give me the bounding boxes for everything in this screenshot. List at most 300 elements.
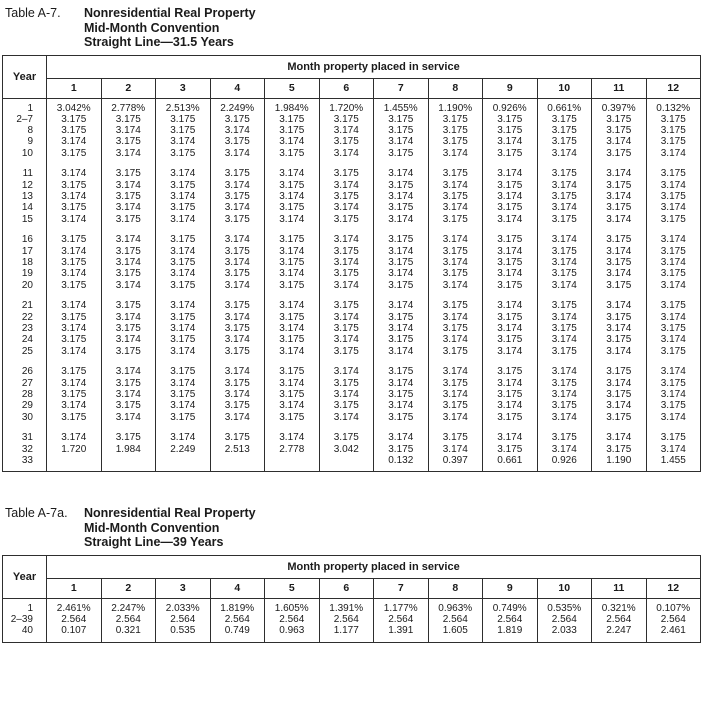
rate-cell: 3.175	[483, 234, 538, 245]
rate-cell: 2.564	[483, 614, 538, 625]
year-column-header: Year	[3, 555, 47, 598]
rate-cell: 3.174	[592, 300, 647, 311]
rate-cell: 1.455%	[374, 98, 429, 114]
rate-cell: 1.190	[592, 455, 647, 472]
year-cell: 8	[3, 125, 47, 136]
rate-cell: 3.175	[156, 334, 211, 345]
rate-cell: 3.175	[592, 444, 647, 455]
spacer-cell	[47, 423, 102, 433]
table-row	[3, 191, 701, 202]
table-row	[3, 412, 701, 423]
rate-cell: 3.175	[592, 148, 647, 159]
rate-cell: 3.174	[265, 346, 320, 357]
rate-cell: 3.175	[483, 389, 538, 400]
year-cell: 18	[3, 257, 47, 268]
rate-cell: 3.174	[537, 366, 592, 377]
month-number-header: 6	[319, 78, 374, 98]
year-cell: 13	[3, 191, 47, 202]
rate-cell: 3.174	[537, 148, 592, 159]
rate-cell: 3.174	[47, 378, 102, 389]
spacer-cell	[537, 159, 592, 169]
table-row	[3, 257, 701, 268]
rate-cell: 2.249	[156, 444, 211, 455]
rate-cell: 3.175	[646, 125, 701, 136]
rate-cell: 3.174	[483, 214, 538, 225]
rate-cell: 3.175	[374, 444, 429, 455]
table-a7a-title-line-1: Nonresidential Real Property	[84, 506, 256, 521]
year-cell: 9	[3, 136, 47, 147]
rate-cell: 3.174	[483, 136, 538, 147]
rate-cell: 2.564	[47, 614, 102, 625]
rate-cell: 3.175	[101, 323, 156, 334]
rate-cell: 3.174	[101, 257, 156, 268]
rate-cell: 3.174	[319, 125, 374, 136]
spacer-cell	[3, 291, 47, 301]
rate-cell: 0.926%	[483, 98, 538, 114]
rate-cell: 3.175	[537, 300, 592, 311]
rate-cell: 3.174	[156, 214, 211, 225]
rate-cell: 3.175	[265, 412, 320, 423]
rate-cell: 3.174	[265, 168, 320, 179]
rate-cell	[319, 455, 374, 472]
rate-cell: 3.175	[592, 334, 647, 345]
spacer-cell	[374, 225, 429, 235]
rate-cell: 3.175	[537, 114, 592, 125]
spacer-cell	[210, 357, 265, 367]
spacer-cell	[265, 423, 320, 433]
table-row	[3, 234, 701, 245]
rate-cell: 3.175	[646, 214, 701, 225]
rate-cell: 3.175	[483, 366, 538, 377]
rate-cell: 3.174	[374, 246, 429, 257]
rate-cell: 3.174	[319, 412, 374, 423]
group-spacer-row	[3, 159, 701, 169]
rate-cell: 3.175	[319, 378, 374, 389]
rate-cell: 3.175	[47, 280, 102, 291]
spacer-cell	[3, 159, 47, 169]
rate-cell: 3.174	[319, 366, 374, 377]
rate-cell: 3.174	[374, 300, 429, 311]
rate-cell: 3.174	[592, 168, 647, 179]
rate-cell: 3.174	[47, 346, 102, 357]
rate-cell: 2.564	[428, 614, 483, 625]
table-row	[3, 148, 701, 159]
rate-cell: 3.175	[210, 191, 265, 202]
rate-cell: 3.174	[428, 444, 483, 455]
rate-cell: 3.175	[428, 346, 483, 357]
rate-cell: 3.175	[537, 191, 592, 202]
year-cell: 21	[3, 300, 47, 311]
rate-cell: 3.174	[483, 246, 538, 257]
spacer-cell	[319, 291, 374, 301]
year-cell: 2–7	[3, 114, 47, 125]
spacer-cell	[592, 423, 647, 433]
rate-cell: 3.175	[592, 312, 647, 323]
rate-cell: 3.175	[428, 378, 483, 389]
rate-cell: 3.175	[374, 114, 429, 125]
rate-cell: 3.175	[646, 268, 701, 279]
table-a7-title-line-2: Mid-Month Convention	[84, 20, 220, 35]
rate-cell: 3.174	[156, 268, 211, 279]
rate-cell: 2.564	[537, 614, 592, 625]
rate-cell: 3.175	[592, 280, 647, 291]
rate-cell: 3.175	[483, 114, 538, 125]
rate-cell: 1.177%	[374, 598, 429, 614]
table-row	[3, 625, 701, 642]
spacer-cell	[156, 225, 211, 235]
rate-cell: 3.174	[592, 400, 647, 411]
month-number-header: 10	[537, 78, 592, 98]
spacer-cell	[646, 357, 701, 367]
table-row	[3, 346, 701, 357]
rate-cell: 3.174	[428, 312, 483, 323]
rate-cell: 1.819%	[210, 598, 265, 614]
rate-cell: 3.174	[646, 389, 701, 400]
month-number-header: 5	[265, 578, 320, 598]
rate-cell: 0.132%	[646, 98, 701, 114]
rate-cell: 3.175	[156, 114, 211, 125]
rate-cell: 3.174	[319, 148, 374, 159]
rate-cell: 3.175	[319, 268, 374, 279]
spacer-cell	[483, 291, 538, 301]
month-number-header: 1	[47, 578, 102, 598]
spacer-cell	[47, 291, 102, 301]
rate-cell: 3.174	[483, 300, 538, 311]
rate-cell: 3.174	[156, 346, 211, 357]
rate-cell: 3.174	[156, 378, 211, 389]
spacer-cell	[537, 225, 592, 235]
rate-cell: 3.174	[483, 168, 538, 179]
spacer-cell	[428, 423, 483, 433]
rate-cell: 3.175	[537, 136, 592, 147]
rate-cell: 3.175	[210, 378, 265, 389]
spacer-cell	[210, 159, 265, 169]
rate-cell: 3.174	[483, 268, 538, 279]
rate-cell: 3.174	[374, 323, 429, 334]
rate-cell: 3.174	[210, 334, 265, 345]
rate-cell: 3.175	[483, 257, 538, 268]
rate-cell: 3.175	[101, 432, 156, 443]
rate-cell: 3.175	[646, 300, 701, 311]
spacer-cell	[47, 225, 102, 235]
rate-cell: 3.174	[156, 191, 211, 202]
rate-cell: 3.175	[537, 268, 592, 279]
rate-cell: 3.174	[265, 432, 320, 443]
rate-cell: 3.174	[319, 257, 374, 268]
rate-cell: 0.321	[101, 625, 156, 642]
rate-cell: 3.175	[537, 323, 592, 334]
rate-cell: 3.174	[319, 180, 374, 191]
rate-cell: 1.819	[483, 625, 538, 642]
rate-cell: 3.175	[101, 114, 156, 125]
spacer-cell	[592, 357, 647, 367]
rate-cell: 3.174	[374, 214, 429, 225]
spacer-cell	[265, 291, 320, 301]
rate-cell: 3.174	[47, 268, 102, 279]
rate-cell	[101, 455, 156, 472]
rate-cell: 3.174	[265, 214, 320, 225]
spacer-cell	[265, 159, 320, 169]
month-number-header: 4	[210, 78, 265, 98]
table-row	[3, 334, 701, 345]
rate-cell: 2.564	[592, 614, 647, 625]
rate-cell: 1.190%	[428, 98, 483, 114]
table-a7a-title-lines	[84, 506, 256, 550]
spacer-cell	[101, 423, 156, 433]
rate-cell: 3.174	[483, 191, 538, 202]
rate-cell: 3.174	[47, 191, 102, 202]
rate-cell: 3.175	[101, 268, 156, 279]
rate-cell: 3.175	[265, 334, 320, 345]
rate-cell: 2.564	[646, 614, 701, 625]
rate-cell: 3.175	[428, 191, 483, 202]
rate-cell: 1.720	[47, 444, 102, 455]
spacer-cell	[319, 225, 374, 235]
rate-cell: 3.175	[101, 214, 156, 225]
month-number-header: 5	[265, 78, 320, 98]
rate-cell: 3.174	[646, 444, 701, 455]
table-row	[3, 214, 701, 225]
rate-cell: 3.175	[646, 114, 701, 125]
rate-cell: 3.175	[47, 180, 102, 191]
rate-cell: 3.175	[319, 214, 374, 225]
rate-cell: 3.175	[47, 312, 102, 323]
spacer-cell	[374, 357, 429, 367]
rate-cell: 3.175	[374, 125, 429, 136]
rate-cell: 3.175	[537, 400, 592, 411]
rate-cell: 1.177	[319, 625, 374, 642]
rate-cell: 3.174	[428, 366, 483, 377]
rate-cell: 2.033	[537, 625, 592, 642]
rate-cell: 3.175	[428, 125, 483, 136]
spacer-cell	[483, 357, 538, 367]
rate-cell: 3.175	[428, 323, 483, 334]
table-row	[3, 389, 701, 400]
rate-cell: 3.174	[319, 234, 374, 245]
rate-cell: 3.174	[374, 191, 429, 202]
month-number-header: 8	[428, 578, 483, 598]
rate-cell: 3.175	[265, 148, 320, 159]
rate-cell: 3.174	[101, 148, 156, 159]
rate-cell: 3.174	[483, 378, 538, 389]
rate-cell: 3.175	[47, 257, 102, 268]
rate-cell: 3.174	[592, 432, 647, 443]
rate-cell: 3.174	[101, 180, 156, 191]
month-number-header: 12	[646, 578, 701, 598]
rate-cell: 3.174	[428, 334, 483, 345]
spacer-cell	[428, 357, 483, 367]
rate-cell: 3.174	[265, 268, 320, 279]
rate-cell: 3.175	[592, 389, 647, 400]
rate-cell: 3.174	[319, 334, 374, 345]
spacer-cell	[428, 225, 483, 235]
rate-cell: 3.175	[646, 136, 701, 147]
rate-cell: 3.174	[265, 191, 320, 202]
group-spacer-row	[3, 423, 701, 433]
rate-cell: 3.174	[646, 148, 701, 159]
table-row	[3, 280, 701, 291]
rate-cell: 3.175	[210, 432, 265, 443]
month-number-header: 10	[537, 578, 592, 598]
rate-cell: 3.175	[537, 432, 592, 443]
rate-cell: 3.174	[592, 214, 647, 225]
rate-cell: 3.175	[483, 444, 538, 455]
rate-cell: 3.174	[101, 280, 156, 291]
spacer-cell	[3, 423, 47, 433]
rate-cell: 0.749	[210, 625, 265, 642]
rate-cell: 3.174	[210, 234, 265, 245]
rate-cell: 3.175	[537, 125, 592, 136]
rate-cell: 3.175	[592, 125, 647, 136]
table-row	[3, 444, 701, 455]
year-cell: 33	[3, 455, 47, 472]
rate-cell: 2.513%	[156, 98, 211, 114]
table-a7-section	[0, 6, 703, 472]
year-cell: 23	[3, 323, 47, 334]
rate-cell: 3.175	[483, 125, 538, 136]
rate-cell: 3.175	[101, 246, 156, 257]
rate-cell: 3.174	[374, 432, 429, 443]
rate-cell: 3.174	[646, 257, 701, 268]
rate-cell: 3.175	[265, 366, 320, 377]
rate-cell: 3.042	[319, 444, 374, 455]
rate-cell: 3.174	[483, 323, 538, 334]
spacer-cell	[646, 291, 701, 301]
spacer-cell	[3, 225, 47, 235]
rate-cell: 3.174	[156, 323, 211, 334]
rate-cell: 3.175	[483, 280, 538, 291]
rate-cell: 3.174	[319, 389, 374, 400]
rate-cell: 3.175	[646, 346, 701, 357]
rate-cell: 3.175	[156, 202, 211, 213]
rate-cell: 3.175	[537, 246, 592, 257]
rate-cell: 3.174	[101, 334, 156, 345]
rate-cell: 3.174	[537, 389, 592, 400]
rate-cell: 0.661%	[537, 98, 592, 114]
spacer-cell	[374, 423, 429, 433]
group-spacer-row	[3, 291, 701, 301]
year-cell: 12	[3, 180, 47, 191]
month-number-header: 11	[592, 578, 647, 598]
table-row	[3, 432, 701, 443]
rate-cell: 3.174	[646, 312, 701, 323]
rate-cell: 3.174	[428, 389, 483, 400]
year-cell: 28	[3, 389, 47, 400]
rate-cell: 3.175	[319, 323, 374, 334]
rate-cell: 3.174	[319, 280, 374, 291]
rate-cell: 3.175	[47, 202, 102, 213]
rate-cell: 3.175	[47, 389, 102, 400]
rate-cell: 3.042%	[47, 98, 102, 114]
rate-cell: 3.175	[483, 180, 538, 191]
rate-cell: 3.175	[156, 234, 211, 245]
rate-cell: 3.175	[537, 346, 592, 357]
rate-cell: 3.175	[265, 389, 320, 400]
rate-cell: 2.564	[265, 614, 320, 625]
spacer-cell	[265, 357, 320, 367]
spacer-cell	[47, 357, 102, 367]
rate-cell: 3.174	[265, 246, 320, 257]
rate-cell: 3.175	[537, 378, 592, 389]
rate-cell: 0.749%	[483, 598, 538, 614]
rate-cell: 3.174	[537, 202, 592, 213]
rate-cell: 0.321%	[592, 598, 647, 614]
rate-cell: 3.174	[592, 268, 647, 279]
rate-cell: 3.174	[101, 202, 156, 213]
year-cell: 25	[3, 346, 47, 357]
table-row	[3, 455, 701, 472]
rate-cell: 3.174	[428, 280, 483, 291]
rate-cell: 3.175	[374, 234, 429, 245]
spacer-cell	[483, 225, 538, 235]
rate-cell: 0.535%	[537, 598, 592, 614]
spacer-cell	[101, 159, 156, 169]
spacer-cell	[156, 423, 211, 433]
rate-cell: 3.175	[265, 257, 320, 268]
rate-cell: 1.455	[646, 455, 701, 472]
rate-cell: 3.174	[156, 300, 211, 311]
rate-cell: 3.174	[592, 323, 647, 334]
rate-cell: 3.174	[265, 400, 320, 411]
rate-cell: 3.175	[646, 168, 701, 179]
rate-cell: 3.175	[646, 378, 701, 389]
rate-cell	[210, 455, 265, 472]
rate-cell: 3.174	[646, 280, 701, 291]
rate-cell: 3.175	[428, 246, 483, 257]
rate-cell: 3.175	[47, 412, 102, 423]
table-a7a-label: Table A-7a.	[5, 506, 68, 521]
depreciation-table-39-years	[2, 555, 701, 643]
spacer-cell	[483, 159, 538, 169]
rate-cell: 3.174	[537, 257, 592, 268]
rate-cell: 3.175	[592, 234, 647, 245]
rate-cell: 3.175	[374, 389, 429, 400]
table-a7-title-lines	[84, 6, 256, 50]
table-row	[3, 136, 701, 147]
rate-cell: 3.175	[101, 191, 156, 202]
rate-cell: 3.175	[428, 168, 483, 179]
rate-cell: 3.175	[374, 257, 429, 268]
rate-cell: 3.175	[428, 300, 483, 311]
rate-cell: 3.174	[210, 125, 265, 136]
table-a7-title	[5, 6, 703, 50]
rate-cell: 2.461%	[47, 598, 102, 614]
table-row	[3, 246, 701, 257]
group-spacer-row	[3, 357, 701, 367]
table-a7a-title	[5, 506, 703, 550]
document-page	[0, 6, 703, 643]
rate-cell: 2.033%	[156, 598, 211, 614]
rate-cell: 3.174	[374, 346, 429, 357]
rate-cell: 3.174	[537, 180, 592, 191]
rate-cell: 3.174	[210, 312, 265, 323]
rate-cell: 3.174	[646, 234, 701, 245]
rate-cell: 3.175	[319, 114, 374, 125]
rate-cell: 3.175	[428, 268, 483, 279]
rate-cell: 3.174	[592, 378, 647, 389]
table-row	[3, 614, 701, 625]
table-row	[3, 114, 701, 125]
rate-cell: 3.175	[210, 323, 265, 334]
rate-cell: 3.175	[101, 378, 156, 389]
table-row	[3, 202, 701, 213]
rate-cell: 1.605%	[265, 598, 320, 614]
table-a7-title-line-1: Nonresidential Real Property	[84, 6, 256, 20]
month-number-row	[3, 578, 701, 598]
rate-cell: 3.174	[374, 136, 429, 147]
table-row	[3, 312, 701, 323]
spacer-cell	[428, 291, 483, 301]
